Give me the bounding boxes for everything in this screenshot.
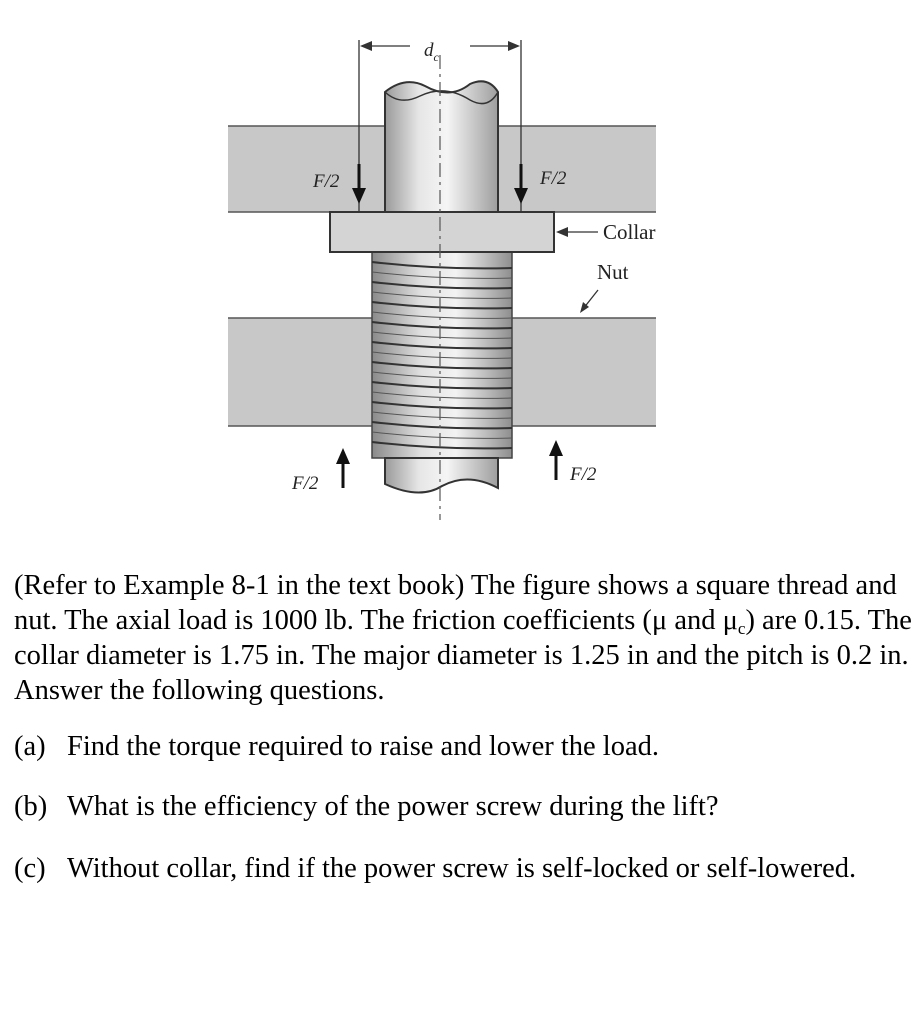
svg-text:dc bbox=[424, 40, 440, 64]
collar-leader bbox=[556, 227, 598, 237]
question-b bbox=[14, 789, 914, 824]
question-text: What is the efficiency of the power screw during the lift? bbox=[67, 791, 719, 822]
question-text: Without collar, find if the power screw is self-locked or self-lowered. bbox=[67, 853, 857, 884]
intro-before: (Refer to Example 8-1 in the text book) The figure shows a square thread and nut. The axial load is 1000 lb. The friction coefficients (μ and μ bbox=[14, 570, 897, 636]
nut-leader bbox=[580, 290, 598, 313]
question-letter: (b) bbox=[14, 791, 48, 822]
intro-after: ) are 0.15. The collar diameter is 1.75 in. The major diameter is 1.25 in and the pitch is 0.2 in. Answer the following questions. bbox=[14, 605, 912, 706]
collar bbox=[330, 212, 554, 252]
collar-label: Collar bbox=[603, 220, 656, 244]
force-label-top-right: F/2 bbox=[540, 168, 567, 189]
force-label-bottom-right: F/2 bbox=[570, 464, 597, 485]
question-letter: (a) bbox=[14, 731, 46, 762]
dim-subscript: c bbox=[433, 50, 439, 64]
problem-intro bbox=[14, 568, 914, 708]
question-text: Find the torque required to raise and lower the load. bbox=[67, 731, 659, 762]
force-label-bottom-left: F/2 bbox=[292, 473, 319, 494]
mu-subscript: c bbox=[737, 619, 746, 638]
force-arrow-bottom-right bbox=[549, 440, 563, 480]
force-label-top-left: F/2 bbox=[313, 171, 340, 192]
shaft-top bbox=[385, 81, 498, 212]
shaft-bottom bbox=[385, 458, 498, 493]
question-c bbox=[14, 851, 914, 886]
nut-label: Nut bbox=[597, 260, 629, 284]
dim-label: d bbox=[424, 40, 434, 61]
force-arrow-bottom-left bbox=[336, 448, 350, 488]
problem-statement bbox=[14, 568, 914, 886]
screw-thread bbox=[372, 250, 512, 458]
question-letter: (c) bbox=[14, 853, 46, 884]
question-a bbox=[14, 729, 914, 764]
